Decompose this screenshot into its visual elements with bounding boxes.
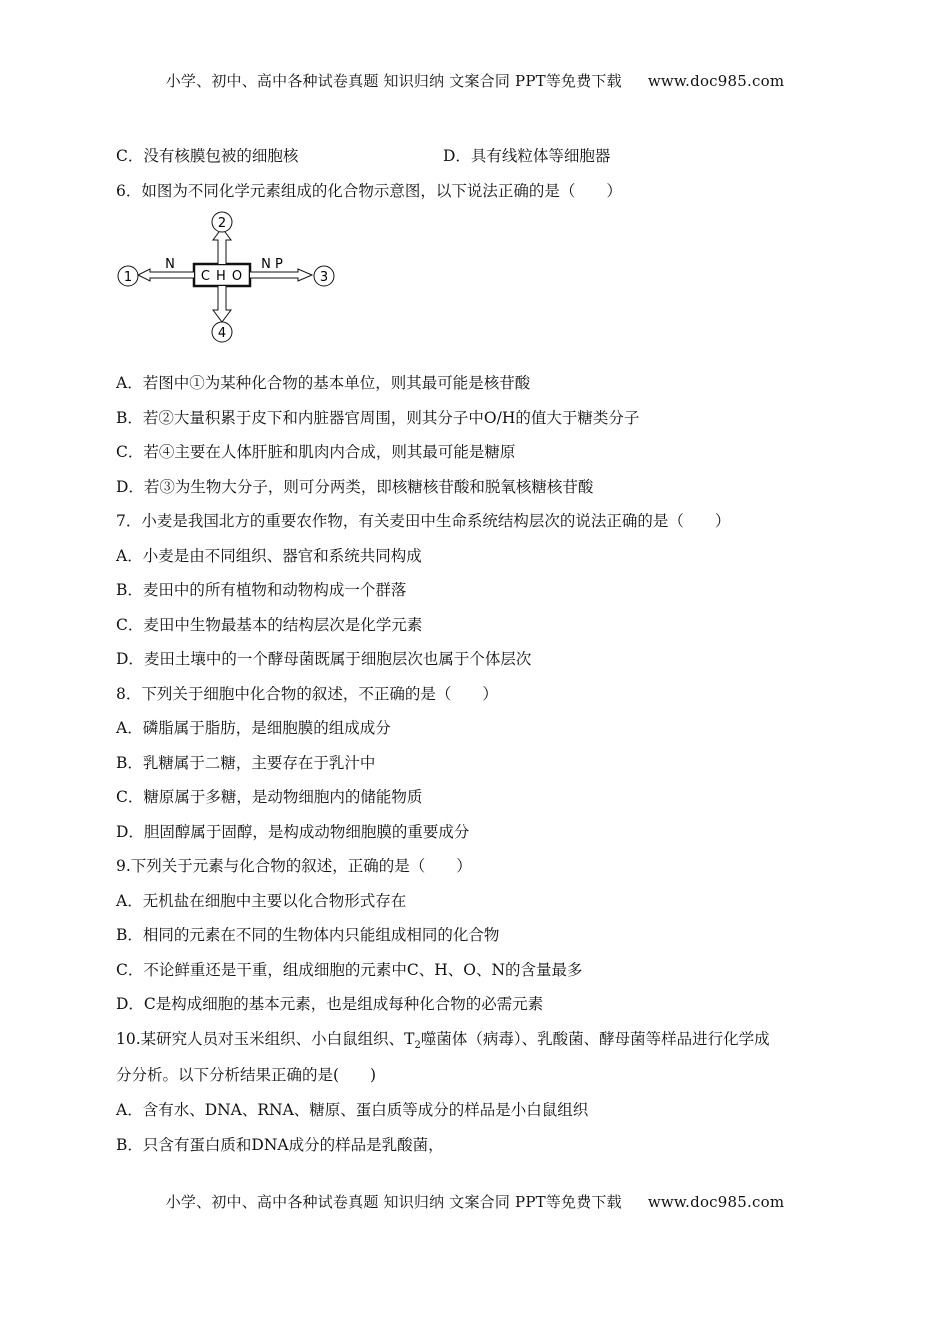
node-2-label: 2 — [217, 216, 227, 231]
q7-option-c: C．麦田中生物最基本的结构层次是化学元素 — [116, 616, 423, 634]
q8-option-a: A．磷脂属于脂肪，是细胞膜的组成成分 — [116, 719, 391, 737]
q6-option-d: D．若③为生物大分子，则可分两类，即核糖核苷酸和脱氧核糖核苷酸 — [116, 478, 594, 496]
q6-option-c: C．若④主要在人体肝脏和肌肉内合成，则其最可能是糖原 — [116, 443, 516, 461]
arrow-down — [213, 286, 231, 322]
q10-stem-subscript: 2 — [414, 1040, 421, 1052]
q6-option-a: A．若图中①为某种化合物的基本单位，则其最可能是核苷酸 — [116, 374, 531, 392]
node-1-label: 1 — [123, 270, 133, 285]
node-4-label: 4 — [217, 326, 227, 341]
q8-option-d: D．胆固醇属于固醇，是构成动物细胞膜的重要成分 — [116, 823, 470, 841]
q9-option-a: A．无机盐在细胞中主要以化合物形式存在 — [116, 892, 407, 910]
compound-diagram — [114, 210, 344, 345]
q5-option-c: C．没有核膜包被的细胞核 — [116, 147, 299, 165]
footer-site-link[interactable]: www.doc985.com — [647, 1193, 785, 1211]
q8-option-c: C．糖原属于多糖，是动物细胞内的储能物质 — [116, 788, 423, 806]
q10-stem-part2: 噬菌体（病毒）、乳酸菌、酵母菌等样品进行化学成 — [420, 1030, 770, 1048]
right-arrow-label: N P — [261, 257, 283, 272]
q10-stem-line1 — [116, 1029, 770, 1056]
q9-option-d: D．C是构成细胞的基本元素，也是组成每种化合物的必需元素 — [116, 995, 544, 1013]
q10-option-a: A．含有水、DNA、RNA、糖原、蛋白质等成分的样品是小白鼠组织 — [116, 1101, 589, 1119]
node-3-label: 3 — [319, 270, 329, 285]
arrow-up — [213, 228, 231, 264]
page-header — [0, 70, 950, 91]
q9-stem: 9.下列关于元素与化合物的叙述，正确的是（ ） — [116, 857, 472, 875]
q6-stem: 6．如图为不同化学元素组成的化合物示意图，以下说法正确的是（ ） — [116, 182, 622, 200]
q10-stem-part1: 10.某研究人员对玉米组织、小白鼠组织、T — [116, 1030, 415, 1048]
q8-stem: 8．下列关于细胞中化合物的叙述，不正确的是（ ） — [116, 685, 498, 703]
footer-text: 小学、初中、高中各种试卷真题 知识归纳 文案合同 PPT等免费下载 — [165, 1193, 622, 1211]
q7-stem: 7．小麦是我国北方的重要农作物，有关麦田中生命系统结构层次的说法正确的是（ ） — [116, 512, 731, 530]
header-site-link[interactable]: www.doc985.com — [647, 72, 785, 90]
q7-option-a: A．小麦是由不同组织、器官和系统共同构成 — [116, 547, 422, 565]
header-text: 小学、初中、高中各种试卷真题 知识归纳 文案合同 PPT等免费下载 — [165, 72, 622, 90]
q8-option-b: B．乳糖属于二糖，主要存在于乳汁中 — [116, 754, 376, 772]
left-arrow-label: N — [165, 257, 175, 272]
q10-option-b: B．只含有蛋白质和DNA成分的样品是乳酸菌， — [116, 1136, 444, 1154]
q5-option-d: D．具有线粒体等细胞器 — [443, 147, 611, 165]
q6-option-b: B．若②大量积累于皮下和内脏器官周围，则其分子中O/H的值大于糖类分子 — [116, 409, 640, 427]
q7-option-d: D．麦田土壤中的一个酵母菌既属于细胞层次也属于个体层次 — [116, 650, 532, 668]
center-label: C H O — [200, 269, 244, 284]
q9-option-b: B．相同的元素在不同的生物体内只能组成相同的化合物 — [116, 926, 500, 944]
q10-stem-line2: 分分析。以下分析结果正确的是( ) — [116, 1066, 377, 1084]
q9-option-c: C．不论鲜重还是干重，组成细胞的元素中C、H、O、N的含量最多 — [116, 961, 583, 979]
page-footer — [0, 1191, 950, 1212]
q7-option-b: B．麦田中的所有植物和动物构成一个群落 — [116, 581, 407, 599]
